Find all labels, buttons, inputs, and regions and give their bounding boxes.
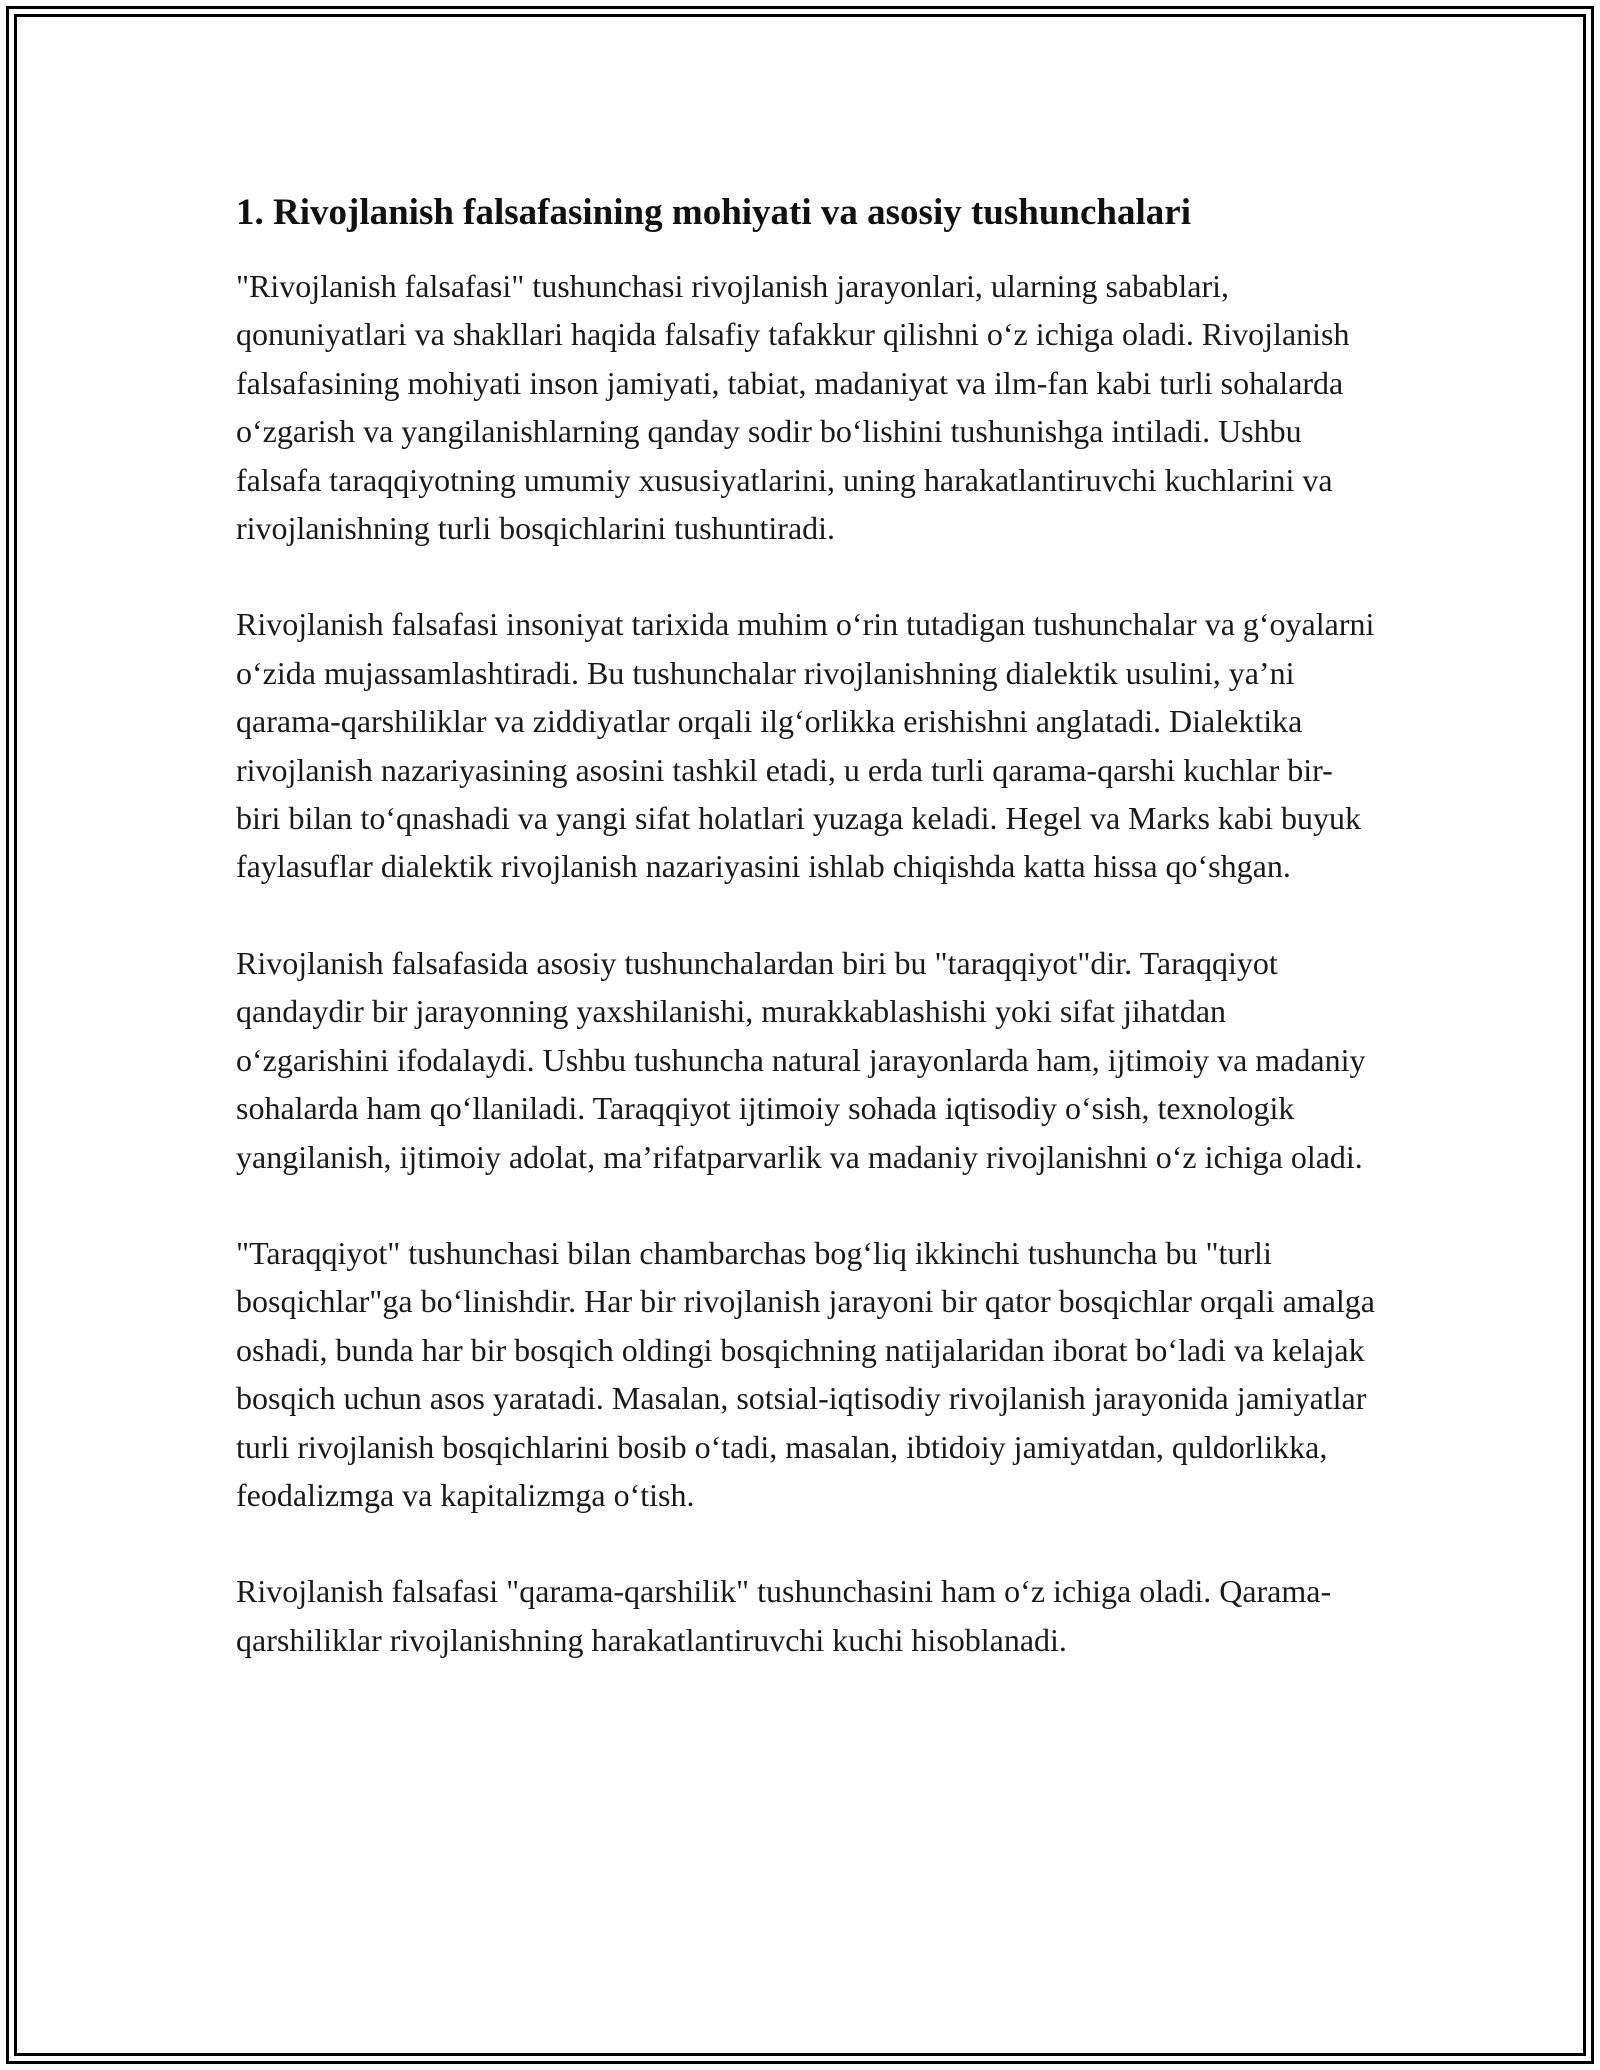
paragraph-2: Rivojlanish falsafasi insoniyat tarixida muhim o‘rin tutadigan tushunchalar va g‘oyalarni o‘zida mujassamlashtiradi. Bu tushunchalar rivojlanishning dialektik usulini, ya’ni qarama-qarshiliklar va ziddiyatlar orqali ilg‘orlikka erishishni anglatadi. Dialektika rivojlanish nazariyasining asosini tashkil etadi, u erda turli qarama-qarshi kuchlar bir-biri bilan to‘qnashadi va yangi sifat holatlari yuzaga keladi. Hegel va Marks kabi buyuk faylasuflar dialektik rivojlanish nazariyasini ishlab chiqishda katta hissa qo‘shgan. [236,606,1375,885]
section-heading: 1. Rivojlanish falsafasining mohiyati va asosiy tushunchalari [236,192,1191,233]
paragraph-3: Rivojlanish falsafasida asosiy tushunchalardan biri bu "taraqqiyot"dir. Taraqqiyot qandaydir bir jarayonning yaxshilanishi, murakkablashishi yoki sifat jihatdan o‘zgarishini ifodalaydi. Ushbu tushuncha natural jarayonlarda ham, ijtimoiy va madaniy sohalarda ham qo‘llaniladi. Taraqqiyot ijtimoiy sohada iqtisodiy o‘sish, texnologik yangilanish, ijtimoiy adolat, ma’rifatparvarlik va madaniy rivojlanishni o‘z ichiga oladi. [236,944,1366,1175]
paragraph-1: "Rivojlanish falsafasi" tushunchasi rivojlanish jarayonlari, ularning sabablari, qonuniyatlari va shakllari haqida falsafiy tafakkur qilishni o‘z ichiga oladi. Rivojlanish falsafasining mohiyati inson jamiyati, tabiat, madaniyat va ilm-fan kabi turli sohalarda o‘zgarish va yangilanishlarning qanday sodir bo‘lishini tushunishga intiladi. Ushbu falsafa taraqqiyotning umumiy xususiyatlarini, uning harakatlantiruvchi kuchlarini va rivojlanishning turli bosqichlarini tushuntiradi. [236,268,1350,547]
paragraph-4: "Taraqqiyot" tushunchasi bilan chambarchas bog‘liq ikkinchi tushuncha bu "turli bosqichlar"ga bo‘linishdir. Har bir rivojlanish jarayoni bir qator bosqichlar orqali amalga oshadi, bunda har bir bosqich oldingi bosqichning natijalaridan iborat bo‘ladi va kelajak bosqich uchun asos yaratadi. Masalan, sotsial-iqtisodiy rivojlanish jarayonida jamiyatlar turli rivojlanish bosqichlarini bosib o‘tadi, masalan, ibtidoiy jamiyatdan, quldorlikka, feodalizmga va kapitalizmga o‘tish. [236,1234,1375,1513]
document-body [236,186,1376,1664]
paragraph-5: Rivojlanish falsafasi "qarama-qarshilik" tushunchasini ham o‘z ichiga oladi. Qarama-qarshiliklar rivojlanishning harakatlantiruvchi kuchi hisoblanadi. [236,1573,1332,1658]
